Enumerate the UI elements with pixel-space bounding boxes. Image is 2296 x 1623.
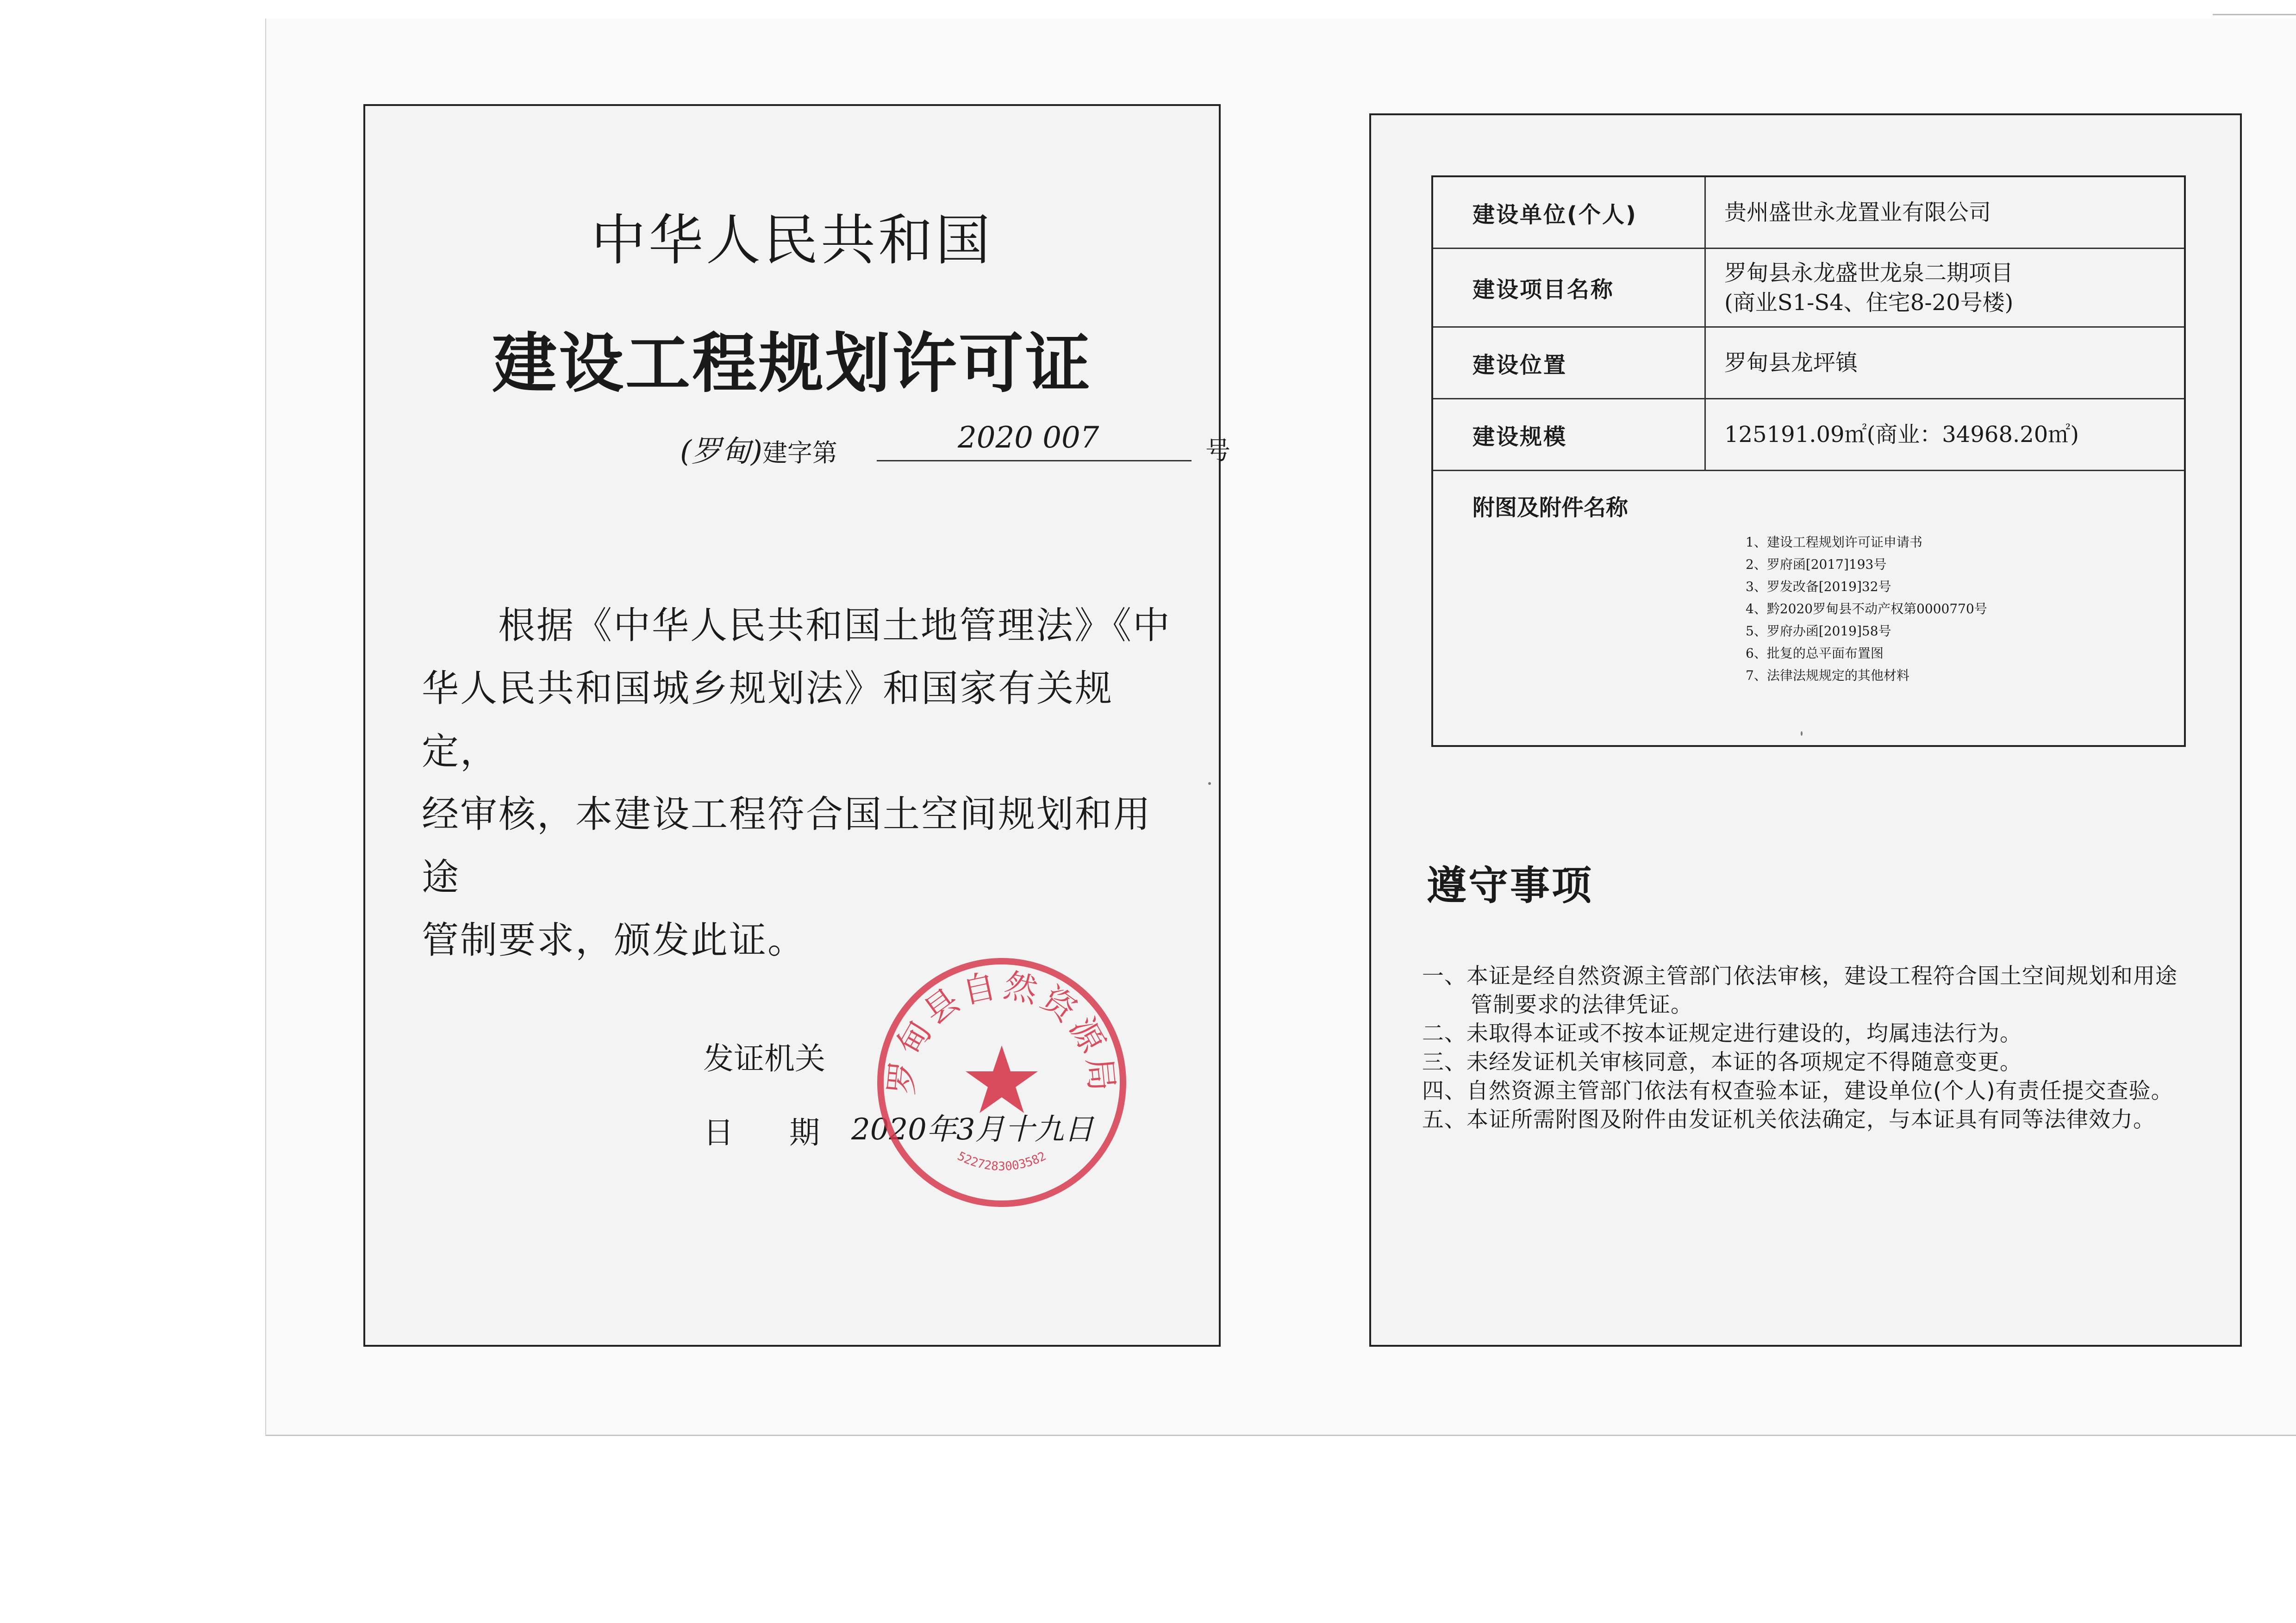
list-item: 6、批复的总平面布置图 (1746, 646, 1884, 661)
rules-title: 遵守事项 (1427, 863, 1593, 909)
list-item: 5、罗府办函[2019]58号 (1746, 623, 1891, 639)
list-item: 二、未取得本证或不按本证规定进行建设的，均属违法行为。 (1422, 1021, 2022, 1046)
table-row (1432, 399, 2185, 471)
permit-cover-page (363, 104, 1230, 1347)
list-item: 三、未经发证机关审核同意，本证的各项规定不得随意变更。 (1422, 1050, 2022, 1075)
list-item: 3、罗发改备[2019]32号 (1746, 579, 1891, 594)
number-label: 建字第 (762, 438, 837, 467)
row-value (1705, 249, 2185, 327)
row-label: 建设位置 (1432, 327, 1705, 399)
attachments-title: 附图及附件名称 (1472, 495, 1628, 521)
list-item: 7、法律法规规定的其他材料 (1746, 668, 1909, 683)
table-row (1432, 471, 2185, 746)
basis-line: 经审核，本建设工程符合国土空间规划和用途 (422, 793, 1152, 899)
basis-line: 管制要求，颁发此证。 (422, 919, 806, 962)
rules-list (1422, 962, 2190, 1134)
row-value (1705, 176, 2185, 249)
attachments-cell (1432, 471, 2185, 746)
basis-line: 华人民共和国城乡规划法》和国家有关规定， (422, 667, 1113, 773)
value-line: 125191.09㎡(商业：34968.20㎡) (1724, 422, 2079, 448)
seal-star-icon (966, 1045, 1038, 1113)
legal-basis-paragraph (422, 594, 1176, 972)
date-label: 日期 (703, 1115, 875, 1150)
row-label: 建设单位(个人) (1432, 176, 1705, 249)
row-label: 建设规模 (1432, 399, 1705, 471)
row-label: 建设项目名称 (1432, 249, 1705, 327)
number-suffix: 号 (1205, 436, 1230, 465)
handwritten-permit-number: 2020 007 (958, 421, 1099, 455)
permit-detail-page (1369, 113, 2242, 1347)
list-item: 一、本证是经自然资源主管部门依法审核，建设工程符合国土空间规划和用途管制要求的法律凭证。 (1422, 964, 2177, 1018)
table-row (1432, 327, 2185, 399)
seal-code: 5227283003582 (955, 1149, 1048, 1174)
value-line: 罗甸县永龙盛世龙泉二期项目 (1724, 260, 2014, 286)
handwritten-county-prefix: (罗甸) (680, 435, 762, 469)
value-line: 罗甸县龙坪镇 (1724, 350, 1858, 376)
basis-line: 根据《中华人民共和国土地管理法》《中 (498, 604, 1171, 647)
row-value (1705, 399, 2185, 471)
list-item: 2、罗府函[2017]193号 (1746, 557, 1887, 572)
permit-number-underline (877, 460, 1192, 461)
list-item: 1、建设工程规划许可证申请书 (1746, 535, 1922, 550)
permit-title: 建设工程规划许可证 (492, 326, 1092, 402)
permit-number-line (680, 428, 837, 470)
handwritten-date: 2020年3月十九日 (851, 1113, 1094, 1147)
row-value (1705, 327, 2185, 399)
seal-text: 罗甸县自然资源局 (881, 965, 1122, 1096)
list-item: 四、自然资源主管部门依法有权查验本证，建设单位(个人)有责任提交查验。 (1422, 1078, 2173, 1104)
country-name: 中华人民共和国 (591, 208, 993, 272)
table-row (1432, 176, 2185, 249)
scan-edge-line (2213, 14, 2296, 15)
value-line: (商业S1-S4、住宅8-20号楼) (1724, 289, 2014, 316)
svg-text:5227283003582 (955, 1149, 1048, 1174)
project-info-table (1431, 175, 2186, 747)
list-item: 4、黔2020罗甸县不动产权第0000770号 (1746, 601, 1987, 616)
official-seal-stamp (872, 953, 1131, 1212)
issuing-authority-label: 发证机关 (703, 1041, 825, 1076)
scan-speck (1801, 731, 1803, 736)
attachments-list (1746, 531, 1987, 687)
scan-speck (1208, 782, 1211, 785)
value-line: 贵州盛世永龙置业有限公司 (1724, 199, 1991, 225)
list-item: 五、本证所需附图及附件由发证机关依法确定，与本证具有同等法律效力。 (1422, 1107, 2155, 1132)
table-row (1432, 249, 2185, 327)
